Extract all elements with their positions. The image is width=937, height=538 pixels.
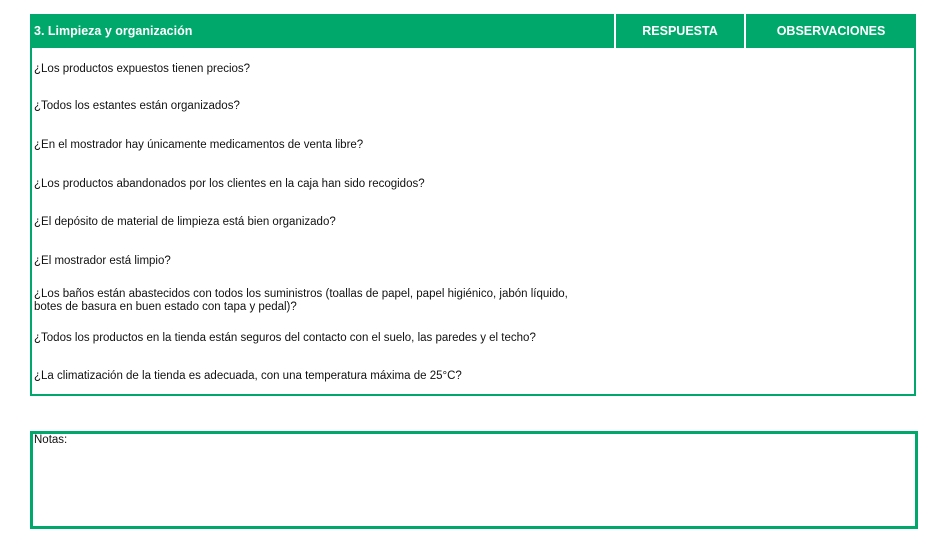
question-row: ¿Todos los productos en la tienda están seguros del contacto con el suelo, las paredes y el techo? <box>34 332 536 344</box>
question-row: ¿La climatización de la tienda es adecuada, con una temperatura máxima de 25°C? <box>34 370 462 382</box>
question-row: ¿En el mostrador hay únicamente medicamentos de venta libre? <box>34 139 364 151</box>
checklist-body <box>30 48 916 396</box>
notes-label: Notas: <box>34 434 68 446</box>
question-row: ¿El depósito de material de limpieza está bien organizado? <box>34 216 336 228</box>
question-row: ¿Los productos expuestos tienen precios? <box>34 63 251 75</box>
notes-box[interactable] <box>30 431 918 529</box>
observaciones-column-header: OBSERVACIONES <box>746 14 916 48</box>
question-row: ¿El mostrador está limpio? <box>34 255 171 267</box>
question-row-continuation: botes de basura en buen estado con tapa y pedal)? <box>34 301 297 313</box>
respuesta-column-header: RESPUESTA <box>616 14 744 48</box>
section-title: 3. Limpieza y organización <box>30 14 614 48</box>
question-row: ¿Los baños están abastecidos con todos los suministros (toallas de papel, papel higiénico, jabón líquido, <box>34 288 568 300</box>
question-row: ¿Todos los estantes están organizados? <box>34 100 240 112</box>
question-row: ¿Los productos abandonados por los clientes en la caja han sido recogidos? <box>34 178 425 190</box>
